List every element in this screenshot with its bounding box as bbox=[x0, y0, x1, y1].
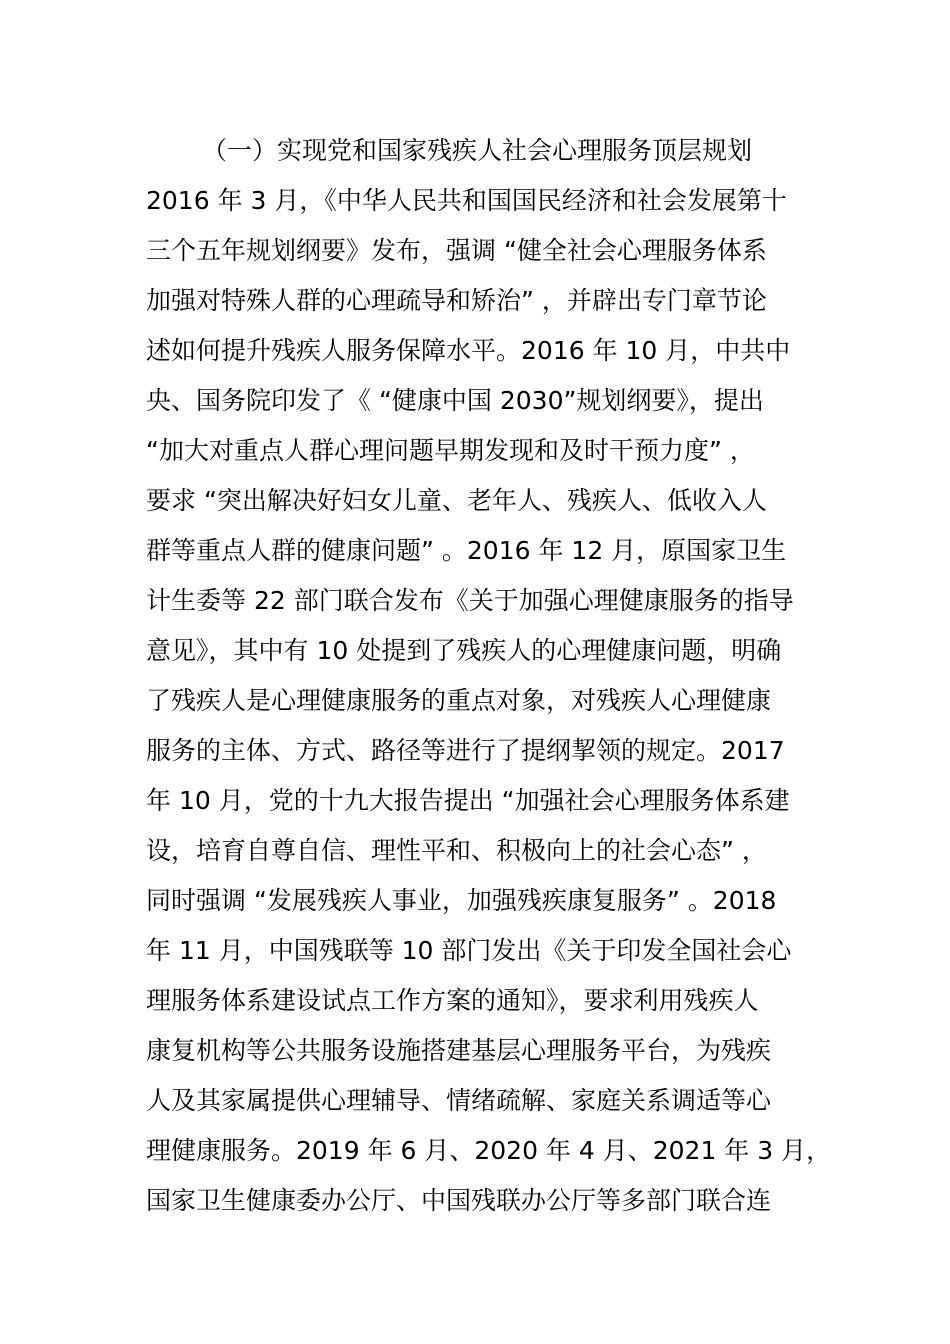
text-line: 述如何提升残疾人服务保障水平。2016 年 10 月，中共中 bbox=[146, 336, 791, 365]
text-line: 人及其家属提供心理辅导、情绪疏解、家庭关系调适等心 bbox=[146, 1086, 772, 1115]
text-line: 同时强调 “发展残疾人事业，加强残疾康复服务” 。2018 bbox=[146, 886, 777, 915]
text-line: 年 10 月，党的十九大报告提出 “加强社会心理服务体系建 bbox=[146, 786, 790, 815]
text-line: 了残疾人是心理健康服务的重点对象，对残疾人心理健康 bbox=[146, 686, 772, 715]
text-line: 计生委等 22 部门联合发布《关于加强心理健康服务的指导 bbox=[146, 586, 794, 615]
text-line: 康复机构等公共服务设施搭建基层心理服务平台，为残疾 bbox=[146, 1036, 772, 1065]
text-line: 央、国务院印发了《 “健康中国 2030”规划纲要》，提出 bbox=[146, 386, 764, 415]
text-line-heading: （一）实现党和国家残疾人社会心理服务顶层规划 bbox=[202, 136, 753, 165]
text-line: 群等重点人群的健康问题” 。2016 年 12 月，原国家卫生 bbox=[146, 536, 787, 565]
text-line: “加大对重点人群心理问题早期发现和及时干预力度” ， bbox=[146, 436, 755, 465]
text-line: 加强对特殊人群的心理疏导和矫治” ，并辟出专门章节论 bbox=[146, 286, 767, 315]
text-line: 国家卫生健康委办公厅、中国残联办公厅等多部门联合连 bbox=[146, 1186, 772, 1215]
text-line: 年 11 月，中国残联等 10 部门发出《关于印发全国社会心 bbox=[146, 936, 792, 965]
text-line: 理服务体系建设试点工作方案的通知》，要求利用残疾人 bbox=[146, 986, 759, 1015]
text-line: 理健康服务。2019 年 6 月、2020 年 4 月、2021 年 3 月， bbox=[146, 1136, 832, 1165]
text-line: 服务的主体、方式、路径等进行了提纲挈领的规定。2017 bbox=[146, 736, 785, 765]
text-line: 要求 “突出解决好妇女儿童、老年人、残疾人、低收入人 bbox=[146, 486, 767, 515]
text-line: 意见》，其中有 10 处提到了残疾人的心理健康问题，明确 bbox=[146, 636, 782, 665]
text-line: 三个五年规划纲要》发布，强调 “健全社会心理服务体系 bbox=[146, 236, 767, 265]
text-line: 2016 年 3 月，《中华人民共和国国民经济和社会发展第十 bbox=[146, 186, 787, 215]
text-line: 设，培育自尊自信、理性平和、积极向上的社会心态” ， bbox=[146, 836, 767, 865]
